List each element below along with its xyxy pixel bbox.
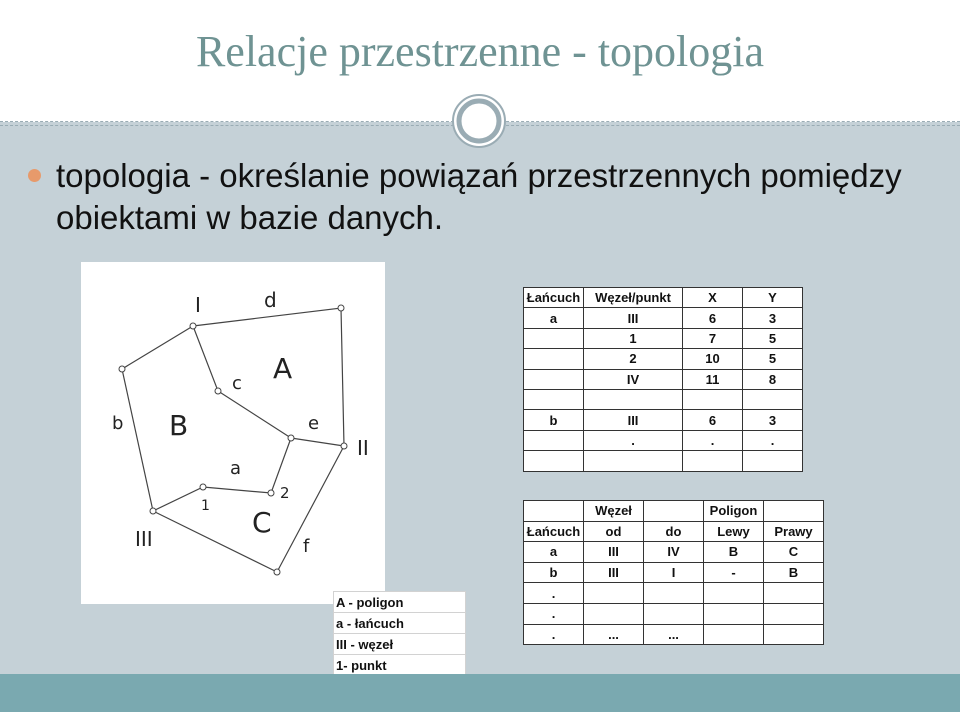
coordinates-table — [523, 287, 803, 472]
chain-d-line — [193, 308, 344, 446]
table-cell — [524, 369, 584, 389]
chain-e-line — [291, 438, 344, 446]
table-row — [524, 603, 824, 624]
table-cell: 8 — [743, 369, 803, 389]
table-header-row — [524, 521, 824, 542]
table-row — [524, 389, 803, 409]
label-chain-d: d — [264, 288, 277, 312]
table-cell: b — [524, 410, 584, 430]
table-cell — [704, 583, 764, 604]
table-cell: ... — [644, 624, 704, 645]
topology-map — [81, 262, 385, 604]
label-chain-b: b — [112, 413, 124, 434]
legend-item: 1- punkt — [334, 655, 466, 676]
table-row — [524, 410, 803, 430]
table-cell — [683, 451, 743, 471]
table-header-cell — [644, 501, 704, 522]
table-cell: . — [524, 624, 584, 645]
table-row — [524, 624, 824, 645]
table-cell — [704, 603, 764, 624]
table-cell: a — [524, 308, 584, 328]
label-polygon-C: C — [252, 506, 272, 539]
legend-table — [333, 591, 466, 676]
table-cell — [764, 624, 824, 645]
label-point-2: 2 — [280, 484, 290, 502]
table-cell — [584, 451, 683, 471]
table-cell: 7 — [683, 328, 743, 348]
table-cell — [584, 389, 683, 409]
table-cell — [704, 624, 764, 645]
bullet-icon — [28, 169, 41, 182]
legend-item: a - łańcuch — [334, 613, 466, 634]
label-chain-a: a — [230, 458, 242, 479]
table-cell: 5 — [743, 328, 803, 348]
table-cell: . — [743, 430, 803, 450]
table-cell — [644, 583, 704, 604]
label-node-I: I — [195, 293, 201, 317]
table-cell: C — [764, 542, 824, 563]
label-polygon-B: B — [169, 409, 189, 442]
table-cell: IV — [584, 369, 683, 389]
table-cell — [743, 451, 803, 471]
label-chain-e: e — [308, 413, 320, 434]
table-cell: a — [524, 542, 584, 563]
table-cell: III — [584, 562, 644, 583]
table-cell: 3 — [743, 410, 803, 430]
table-header-row — [524, 288, 803, 308]
table-header-cell: X — [683, 288, 743, 308]
table-cell: IV — [644, 542, 704, 563]
topology-map-drawing — [81, 262, 385, 604]
table-cell: 6 — [683, 308, 743, 328]
label-node-II: II — [357, 436, 369, 460]
table-cell: 11 — [683, 369, 743, 389]
table-row — [524, 349, 803, 369]
table-cell — [584, 583, 644, 604]
node-III-marker — [150, 508, 156, 514]
node-II-marker — [341, 443, 347, 449]
table-cell — [743, 389, 803, 409]
table-cell — [644, 603, 704, 624]
table-row — [524, 583, 824, 604]
table-header-cell: Łańcuch — [524, 288, 584, 308]
table-cell — [764, 603, 824, 624]
table-cell: B — [764, 562, 824, 583]
table-cell: b — [524, 562, 584, 583]
table-cell: I — [644, 562, 704, 583]
table-cell: III — [584, 308, 683, 328]
footer-band — [0, 674, 960, 712]
table-cell: 1 — [584, 328, 683, 348]
point-1-marker — [200, 484, 206, 490]
table-cell — [764, 583, 824, 604]
chain-f-line — [153, 446, 344, 572]
table-header-cell: Poligon — [704, 501, 764, 522]
table-header-cell: Y — [743, 288, 803, 308]
node-f-marker — [274, 569, 280, 575]
point-2-marker — [268, 490, 274, 496]
table-cell: 5 — [743, 349, 803, 369]
label-point-1: 1 — [201, 498, 210, 514]
chain-a-line — [153, 438, 291, 511]
table-row — [524, 369, 803, 389]
table-cell: . — [524, 603, 584, 624]
slide-title: Relacje przestrzenne - topologia — [195, 27, 765, 76]
table-cell — [524, 328, 584, 348]
topology-table — [523, 500, 824, 645]
node-c-marker — [215, 388, 221, 394]
table-row — [524, 430, 803, 450]
legend-item: A - poligon — [334, 592, 466, 613]
table-header-cell — [524, 501, 584, 522]
label-chain-f: f — [303, 536, 310, 557]
label-polygon-A: A — [273, 352, 293, 385]
label-chain-c: c — [232, 373, 242, 394]
bullet-text: topologia - określanie powiązań przestrzennych pomiędzy obiektami w bazie danych. — [56, 157, 902, 236]
table-cell: . — [524, 583, 584, 604]
table-row — [524, 562, 824, 583]
table-header-cell: Węzeł — [584, 501, 644, 522]
table-header-cell: Prawy — [764, 521, 824, 542]
table-cell — [524, 430, 584, 450]
table-cell: 6 — [683, 410, 743, 430]
node-I-marker — [190, 323, 196, 329]
node-b-marker — [119, 366, 125, 372]
table-header-cell: Węzeł/punkt — [584, 288, 683, 308]
table-row — [524, 308, 803, 328]
table-cell: 10 — [683, 349, 743, 369]
table-cell: 3 — [743, 308, 803, 328]
table-header-cell: do — [644, 521, 704, 542]
table-cell: 2 — [584, 349, 683, 369]
table-row — [524, 328, 803, 348]
legend-item: III - węzeł — [334, 634, 466, 655]
table-header-cell — [764, 501, 824, 522]
table-row — [524, 542, 824, 563]
table-cell: - — [704, 562, 764, 583]
table-cell — [524, 389, 584, 409]
table-cell — [683, 389, 743, 409]
table-cell — [584, 603, 644, 624]
table-cell: III — [584, 410, 683, 430]
node-IV-marker — [288, 435, 294, 441]
table-cell: B — [704, 542, 764, 563]
table-header-cell: Łańcuch — [524, 521, 584, 542]
table-header-row — [524, 501, 824, 522]
label-node-III: III — [135, 527, 153, 551]
circle-ornament-icon — [452, 94, 506, 148]
table-header-cell: od — [584, 521, 644, 542]
table-header-cell: Lewy — [704, 521, 764, 542]
table-cell — [524, 349, 584, 369]
table-row — [524, 451, 803, 471]
table-cell: . — [584, 430, 683, 450]
table-cell: ... — [584, 624, 644, 645]
table-cell: III — [584, 542, 644, 563]
table-cell — [524, 451, 584, 471]
table-cell: . — [683, 430, 743, 450]
node-d-marker — [338, 305, 344, 311]
